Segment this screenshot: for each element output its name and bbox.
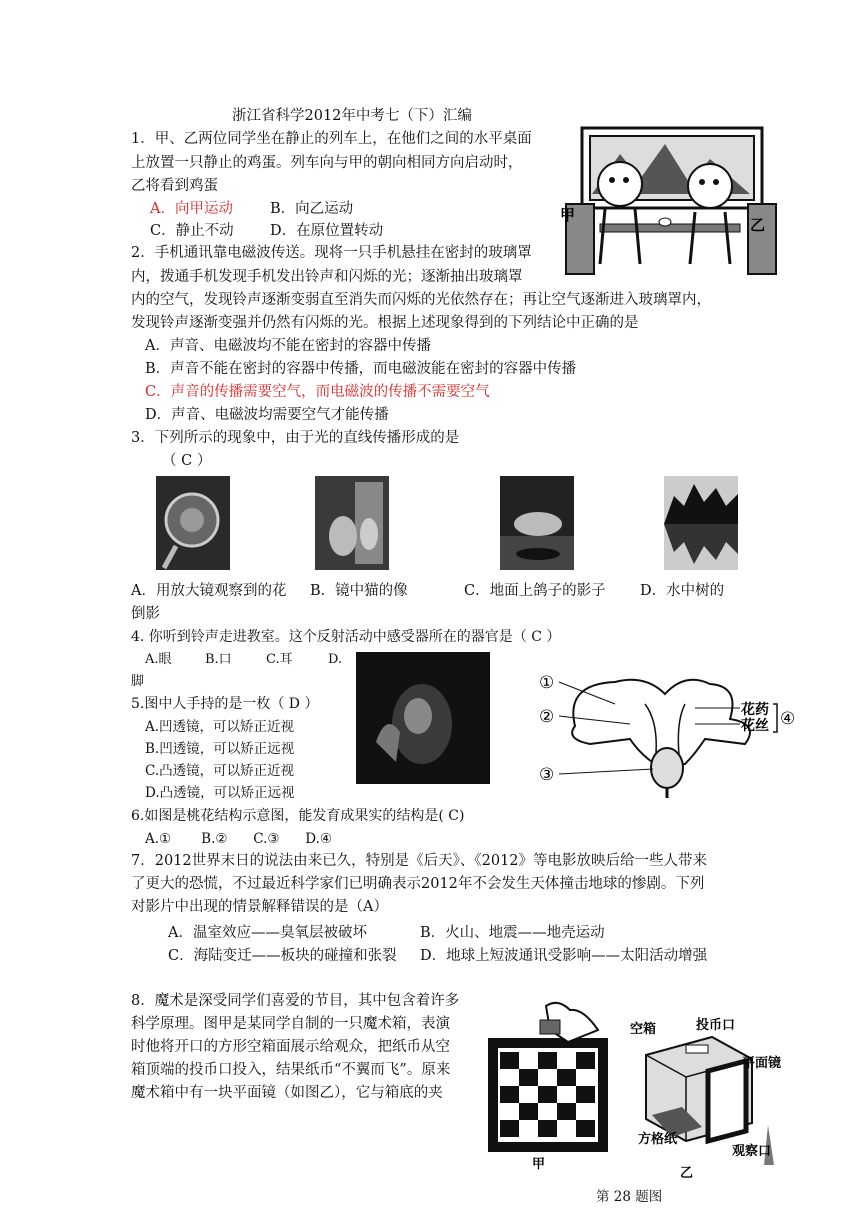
- q1-figure-label-yi: 乙: [750, 216, 766, 234]
- flower-label-2: ②: [539, 707, 555, 727]
- q2-stem-line1: 2．手机通讯靠电磁波传送。现将一只手机悬挂在密封的玻璃罩: [131, 245, 532, 261]
- q1-option-b: B．向乙运动: [270, 201, 354, 217]
- q3-option-d-continued: 倒影: [131, 606, 160, 622]
- q5-option-d: D.凸透镜，可以矫正远视: [145, 785, 295, 801]
- q5-option-c: C.凸透镜，可以矫正近视: [145, 763, 295, 779]
- q8-mirror-box-figure: [622, 1015, 794, 1180]
- q3-photo-pigeon-shadow: [500, 476, 574, 570]
- q4-stem: 4. 你听到铃声走进教室。这个反射活动中感受器所在的器官是（ C ）: [131, 629, 561, 645]
- page-title: 浙江省科学2012年中考七（下）汇编: [232, 108, 472, 124]
- q2-option-a: A．声音、电磁波均不能在密封的容器中传播: [145, 338, 431, 354]
- q8-label-empty-box: 空箱: [630, 1022, 657, 1037]
- q8-label-grid: 方格纸: [638, 1132, 678, 1147]
- q8-label-jia: 甲: [532, 1157, 546, 1172]
- q7-option-c: C．海陆变迁——板块的碰撞和张裂: [168, 948, 397, 964]
- q8-label-yi: 乙: [680, 1166, 694, 1181]
- q3-option-a: A．用放大镜观察到的花: [131, 583, 287, 599]
- q8-figure-caption: 第 28 题图: [596, 1189, 663, 1205]
- flower-label-1: ①: [539, 673, 555, 693]
- q3-option-b: B．镜中猫的像: [310, 583, 408, 599]
- q3-stem: 3．下列所示的现象中，由于光的直线传播形成的是: [131, 430, 460, 446]
- q1-stem-line1: 1．甲、乙两位同学坐在静止的列车上，在他们之间的水平桌面: [131, 131, 532, 147]
- q8-label-window: 观察口: [732, 1144, 772, 1159]
- q1-option-d: D．在原位置转动: [270, 223, 384, 239]
- q8-line4: 箱顶端的投币口投入，结果纸币“不翼而飞”。原来: [131, 1062, 451, 1078]
- q4-option-d-continued: 脚: [131, 674, 145, 689]
- q8-line5: 魔术箱中有一块平面镜（如图乙），它与箱底的夹: [131, 1085, 443, 1101]
- q7-option-b: B．火山、地震——地壳运动: [420, 925, 605, 941]
- peach-flower-diagram: [535, 664, 800, 798]
- q4-option-d: D.: [328, 652, 343, 667]
- q3-option-d: D．水中树的: [640, 583, 725, 599]
- q5-option-b: B.凹透镜，可以矫正远视: [145, 741, 295, 757]
- q6-stem: 6.如图是桃花结构示意图，能发育成果实的结构是( C): [131, 808, 465, 824]
- q3-answer: （ C ）: [162, 453, 212, 469]
- q8-line3: 时他将开口的方形空箱面展示给观众，把纸币从空: [131, 1039, 450, 1055]
- q2-option-d: D．声音、电磁波均需要空气才能传播: [145, 407, 389, 423]
- q1-stem-line3: 乙将看到鸡蛋: [131, 178, 218, 194]
- flower-label-filament: 花丝: [741, 718, 769, 734]
- q8-line2: 科学原理。图甲是某同学自制的一只魔术箱，表演: [131, 1016, 450, 1032]
- q1-option-c: C．静止不动: [150, 223, 234, 239]
- flower-label-4: ④: [780, 709, 796, 729]
- q2-option-c: C．声音的传播需要空气，而电磁波的传播不需要空气: [145, 384, 490, 400]
- q1-train-figure: [560, 124, 780, 280]
- q7-stem-line2: 了更大的恐慌，不过最近科学家们已明确表示2012年不会发生天体撞击地球的惨剧。下列: [131, 876, 705, 892]
- q3-option-c: C．地面上鸽子的影子: [464, 583, 606, 599]
- q7-stem-line3: 对影片中出现的情景解释错误的是（A）: [131, 899, 388, 915]
- q8-magic-box-figure: [488, 1000, 608, 1172]
- flower-label-anther: 花药: [741, 702, 769, 718]
- q8-label-mirror: 平面镜: [742, 1056, 782, 1071]
- q2-stem-line4: 发现铃声逐渐变强并仍然有闪烁的光。根据上述现象得到的下列结论中正确的是: [131, 315, 639, 331]
- q1-figure-label-jia: 甲: [560, 206, 576, 224]
- q5-option-a: A.凹透镜，可以矫正近视: [145, 719, 295, 735]
- q5-lens-photo: [356, 652, 490, 784]
- q2-stem-line3: 内的空气，发现铃声逐渐变弱直至消失而闪烁的光依然存在；再让空气逐渐进入玻璃罩内，: [131, 292, 711, 308]
- q1-stem-line2: 上放置一只静止的鸡蛋。列车向与甲的朝向相同方向启动时，: [131, 155, 523, 171]
- q4-option-b: B.口: [205, 652, 232, 667]
- q3-photo-magnifier: [156, 476, 230, 570]
- q4-option-c: C.耳: [266, 652, 293, 667]
- q3-photo-cat-mirror: [315, 476, 389, 570]
- q7-option-a: A．温室效应——臭氧层被破坏: [168, 925, 367, 941]
- flower-label-3: ③: [539, 765, 555, 785]
- q8-line1: 8．魔术是深受同学们喜爱的节目，其中包含着许多: [131, 993, 460, 1009]
- q1-option-a: A．向甲运动: [150, 201, 233, 217]
- q3-photo-tree-reflection: [664, 476, 738, 570]
- q4-option-a: A.眼: [145, 652, 172, 667]
- q7-option-d: D．地球上短波通讯受影响——太阳活动增强: [420, 948, 708, 964]
- q2-option-b: B．声音不能在密封的容器中传播，而电磁波能在密封的容器中传播: [145, 361, 577, 377]
- q5-stem: 5.图中人手持的是一枚（ D ）: [131, 696, 319, 712]
- q6-options: A.① B.② C.③ D.④: [145, 831, 332, 847]
- q7-stem-line1: 7．2012世界末日的说法由来已久，特别是《后天》、《2012》等电影放映后给一些人带来: [131, 853, 708, 869]
- q8-label-slot: 投币口: [696, 1018, 736, 1033]
- q2-stem-line2: 内，拨通手机发现手机发出铃声和闪烁的光；逐渐抽出玻璃罩: [131, 269, 523, 285]
